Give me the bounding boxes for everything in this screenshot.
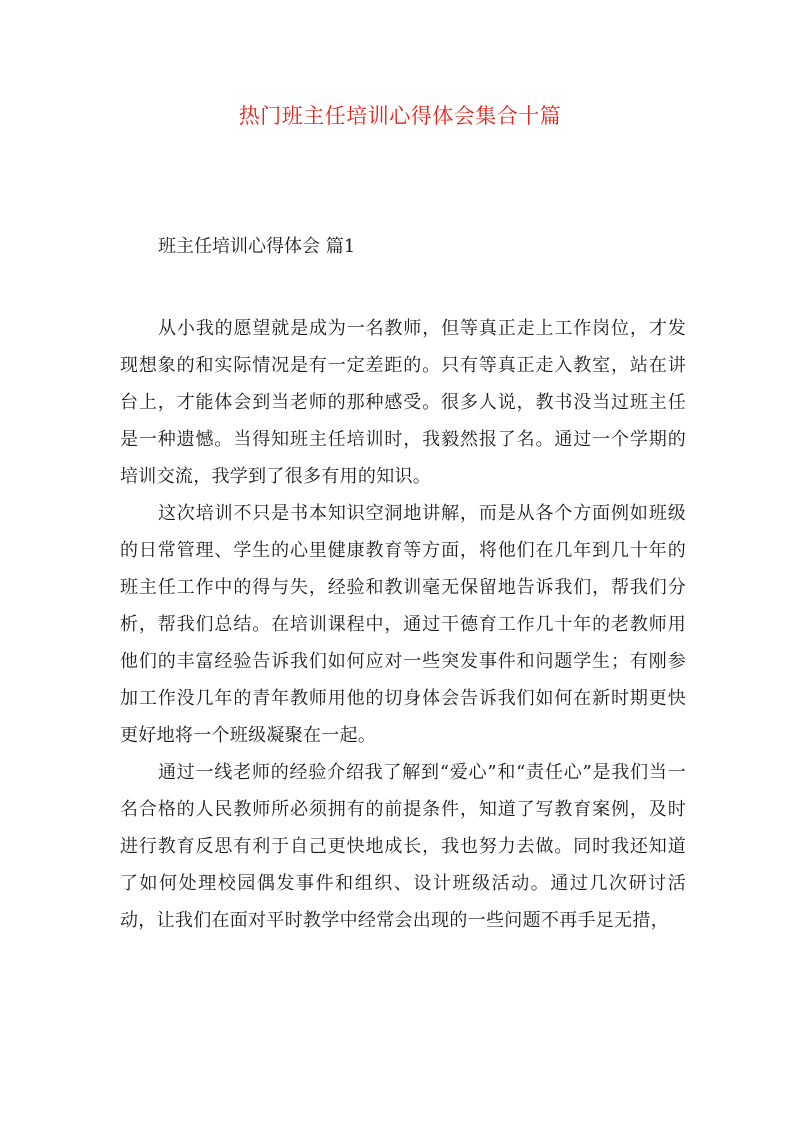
paragraph: 从小我的愿望就是成为一名教师，但等真正走上工作岗位，才发现想象的和实际情况是有一定差距的。只有等真正走入教室，站在讲台上，才能体会到当老师的那种感受。很多人说，教书没当过班主任是一种遗憾。当得知班主任培训时，我毅然报了名。通过一个学期的培训交流，我学到了很多有用的知识。 xyxy=(120,318,686,487)
document-body xyxy=(120,310,686,939)
paragraph: 这次培训不只是书本知识空洞地讲解，而是从各个方面例如班级的日常管理、学生的心里健康教育等方面，将他们在几年到几十年的班主任工作中的得与失，经验和教训毫无保留地告诉我们，帮我们分析，帮我们总结。在培训课程中，通过干德育工作几十年的老教师用他们的丰富经验告诉我们如何应对一些突发事件和问题学生；有刚参加工作没几年的青年教师用他的切身体会告诉我们如何在新时期更快更好地将一个班级凝聚在一起。 xyxy=(120,503,686,746)
document-title: 热门班主任培训心得体会集合十篇 xyxy=(238,104,562,128)
section-heading: 班主任培训心得体会 篇1 xyxy=(158,236,356,257)
paragraph: 通过一线老师的经验介绍我了解到“爱心”和“责任心”是我们当一名合格的人民教师所必须拥有的前提条件，知道了写教育案例，及时进行教育反思有利于自己更快地成长，我也努力去做。同时我还知道了如何处理校园偶发事件和组织、设计班级活动。通过几次研讨活动，让我们在面对平时教学中经常会出现的一些问题不再手足无措， xyxy=(120,762,686,931)
